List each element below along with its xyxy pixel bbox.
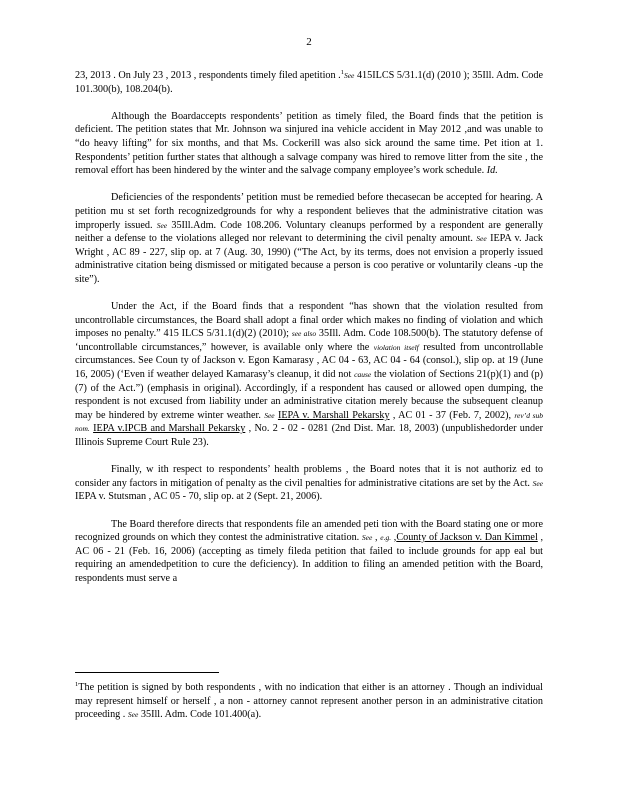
text-run: resulted from uncontrollable circumstances. See Coun ty of Jackson v. Egon Kamarasy , AC 04 - 63, AC 04 - 64 (consol.), slip op. at 19 (June 16, 2005) (‘Even if weather delayed Kamarasy’s cleanup, it did not [75, 341, 543, 381]
paragraph [75, 69, 543, 96]
italic-signal: See [264, 410, 275, 420]
text-run: , AC 06 - 21 (Feb. 16, 2006) (accepting as timely fileda petition that failed to include grounds for app eal but requiring an amendedpetition to cure the deficiency). In addition to filing an amended petition with the Board, respondents must serve a [75, 532, 544, 584]
text-run: 35Ill. Adm. Code 108.500(b). The statutory defense of ‘uncontrollable circumstances,” however, is available only where the [75, 328, 543, 353]
text-run: Although the Boardaccepts respondents’ petition as timely filed, the Board finds that the petition is deficient. The petition states that Mr. Johnson wa sinjured ina vehicle accident in May 2012 ,and was unable to “do heavy lifting” for six months, and that Ms. Cockerill was also sick around the same time. Pet ition at 1. Respondents’ petition further states that although a salvage company was hired to remove litter from the site , the removal effort has been hindered by the winter and the salvage company employee’s work schedule. [75, 110, 543, 177]
case-name: County of Jackson v. Dan Kimmel [396, 532, 538, 544]
italic-signal: See [156, 220, 168, 230]
text-run: IEPA v. Stutsman , AC 05 - 70, slip op. at 2 (Sept. 21, 2006). [75, 491, 323, 503]
text-run: 35Ill.Adm. Code 108.206. Voluntary cleanups performed by a respondent are generally neither a defense to the violations alleged nor relevant to determining the civil penalty amount. [75, 219, 543, 245]
text-run: Under the Act, if the Board finds that a respondent “has shown that the violation resulted from uncontrollable circumstances, the Board shall adopt a final order which makes no finding of violation and which imposes no penalty.” 415 ILCS 5/31.1(d)(2) (2010); [75, 301, 543, 340]
footnote-marker: 1 [75, 681, 79, 688]
paragraph [75, 518, 543, 586]
italic-signal: cause [354, 370, 372, 380]
body-text [75, 69, 543, 599]
paragraph [75, 463, 543, 504]
text-run: , [372, 532, 381, 544]
text-run: , No. 2 - 02 - 0281 (2nd Dist. Mar. 18, 2003) (unpublishedorder under Illinois Supreme Court Rule 23). [75, 423, 543, 449]
italic-signal: See [476, 234, 487, 244]
text-run: , AC 01 - 37 (Feb. 7, 2002), [389, 409, 515, 421]
text-run: , [391, 532, 397, 544]
footnote [75, 681, 543, 722]
paragraph [75, 110, 543, 178]
case-name: IEPA v. Marshall Pekarsky [277, 409, 390, 421]
text-run: The Board therefore directs that respondents file an amended peti tion with the Board stating one or more recognized grounds on which they contest the administrative citation. [75, 518, 543, 544]
text-run: Finally, w ith respect to respondents’ health problems , the Board notes that it is not authoriz ed to consider any factors in mitigation of penalty as the civil penalties for administrative citations are set by the Act. [75, 464, 543, 489]
paragraph [75, 300, 543, 450]
page-number: 2 [306, 36, 312, 48]
italic-citation: Id. [486, 165, 498, 177]
text-run: 23, 2013 . On July 23 , 2013 , respondents timely filed apetition . [75, 70, 341, 81]
footnote-marker: 1 [340, 69, 344, 76]
text-run: Deficiencies of the respondents’ petition must be remedied before thecasecan be accepted for hearing. A petition mu st set forth recognizedgrounds for why a respondent believes that the administrative citation was improperly issued. [75, 192, 543, 231]
text-run: 415ILCS 5/31.1(d) (2010 ); 35Ill. Adm. Code 101.300(b), 108.204(b). [75, 70, 543, 95]
italic-signal: See [532, 478, 543, 488]
italic-signal: see also [291, 329, 317, 339]
italic-signal: violation itself [373, 342, 419, 352]
footnote-divider [75, 672, 219, 673]
text-run: 35Ill. Adm. Code 101.400(a). [138, 709, 262, 721]
italic-signal: See [127, 710, 139, 720]
text-run: IEPA v. Jack Wright , AC 89 - 227, slip op. at 7 (Aug. 30, 1990) (“The Act, by its terms, does not envision a properly issued administrative citation being dismissed or mitigated because a person is coo perative or voluntarily cleans -up the site”). [75, 233, 543, 285]
italic-signal: rev’d sub nom. [75, 410, 544, 434]
text-run: the violation of Sections 21(p)(1) and (p)(7) of the Act.”) (emphasis in original). Accordingly, if a respondent has caused or allowed open dumping, the respondent is not excused from liability under an administrative citation merely because the subsequent cleanup may be hindered by extreme winter weather. [75, 369, 543, 421]
paragraph [75, 191, 543, 286]
text-run: The petition is signed by both respondents , with no indication that either is an attorney . Though an individual may represent himself or herself , a non - attorney cannot represent another person in an administrative citation proceeding . [75, 682, 543, 721]
italic-signal: e.g. [380, 533, 392, 543]
italic-signal: See [361, 533, 373, 543]
case-name: IEPA v.IPCB and Marshall Pekarsky [93, 423, 246, 435]
italic-signal: See [343, 71, 355, 80]
